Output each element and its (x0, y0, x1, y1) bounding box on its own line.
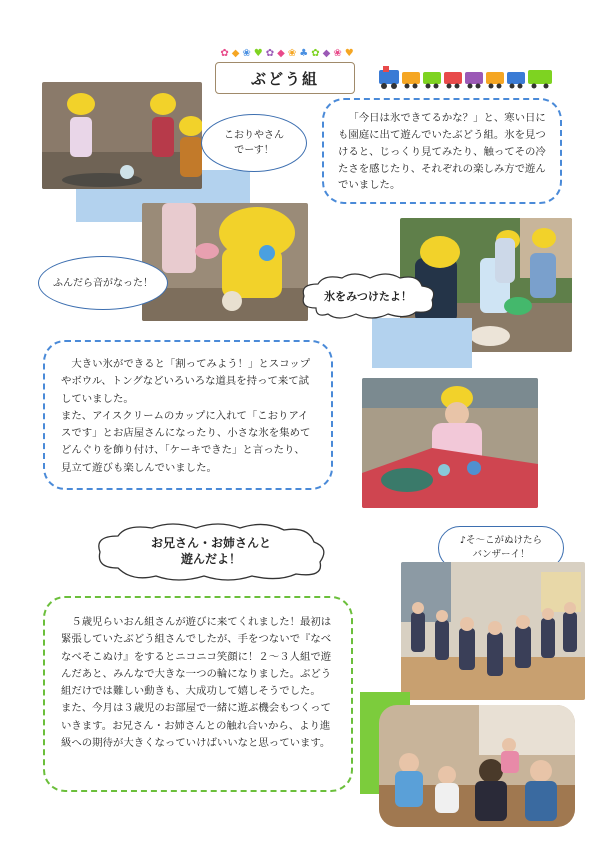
cloud-found-ice-label (298, 272, 438, 320)
title-decoration-glyph: ❀ (242, 47, 251, 59)
speech-bubble-sound (38, 256, 168, 310)
title-decoration-glyph: ◆ (322, 47, 331, 59)
title-decoration-glyph: ❀ (333, 47, 342, 59)
intro-paragraph: 「今日は氷できてるかな？」と、寒い日にも園庭に出て遊んでいたぶどう組。氷を見つけると、じっくり見てみたり、触ってその冷たさを感じたり、それぞれの楽しみ方で遊んでいました。 (338, 112, 546, 192)
cloud-found-ice-text: 氷をみつけたよ！ (324, 290, 412, 303)
speech-bubble-ice-shop (201, 114, 307, 172)
title-decoration-glyph: ♥ (253, 47, 263, 59)
speech-bubble-ice-shop-text: こおりやさん でーす！ (224, 130, 284, 156)
train-engine (379, 66, 399, 89)
title-decoration-glyph: ♥ (344, 47, 354, 59)
photo-circle-game (401, 562, 585, 700)
intro-text-box (322, 98, 562, 204)
title-decoration-glyph: ◆ (277, 47, 285, 59)
section2-title-text: お兄さん・お姉さんと 遊んだよ！ (150, 536, 271, 566)
title-decoration-glyph: ♣ (299, 47, 309, 59)
blue-accent-block-2 (372, 318, 472, 368)
main-ice-play-paragraph: 大きい氷ができると「割ってみよう！」とスコップやボウル、トングなどいろいろな道具を持って来て試していました。 また、アイスクリームのカップに入れて「こおりアイスです」とお店屋さんになったり、小さな氷を集めてどんぐりを飾り付け、「ケーキできた」と言ったり、見立て遊びも楽しんでいました。 (61, 358, 311, 474)
speech-bubble-banzai-text: ♪そ〜こがぬけたら バンザーイ！ (459, 534, 543, 560)
train-cars (402, 70, 552, 84)
page-title-text: ぶどう組 (250, 69, 319, 88)
section2-title (92, 522, 330, 582)
speech-bubble-sound-text: ふんだら音がなった！ (53, 277, 153, 289)
title-decoration-glyph: ✿ (220, 47, 229, 59)
title-decoration (212, 45, 362, 61)
title-decoration-glyph: ◆ (231, 47, 240, 59)
photo-children-with-ice (42, 82, 202, 189)
older-kids-play-text-box (43, 596, 353, 792)
older-kids-play-paragraph: ５歳児らいおん組さんが遊びに来てくれました！最初は緊張していたぶどう組さんでしたが、手をつないで『なべなべそこぬけ』をするとニコニコ笑顔に！２〜３人組で遊んだあと、みんなで大きな一つの輪になりました。ぶどう組だけでは難しい動きも、大成功して嬉しそうでした。 また、今月は３歳児のお部屋で一緒に遊ぶ機会もつくっていきます。お兄さん・お姉さんとの触れ合いから、より進級への期待が大きくなっていけばいいなと思っています。 (61, 616, 332, 749)
page-title (215, 62, 355, 94)
photo-child-stepping-ice (142, 203, 308, 321)
photo-child-ice-cream-shop (362, 378, 538, 508)
train-illustration (377, 64, 557, 90)
main-ice-play-text-box (43, 340, 333, 490)
photo-children-indoors (379, 705, 575, 827)
title-decoration-glyph: ❀ (287, 47, 297, 59)
title-decoration-glyph: ✿ (265, 47, 275, 59)
train-wheels (405, 84, 549, 89)
title-decoration-glyph: ✿ (311, 47, 320, 59)
